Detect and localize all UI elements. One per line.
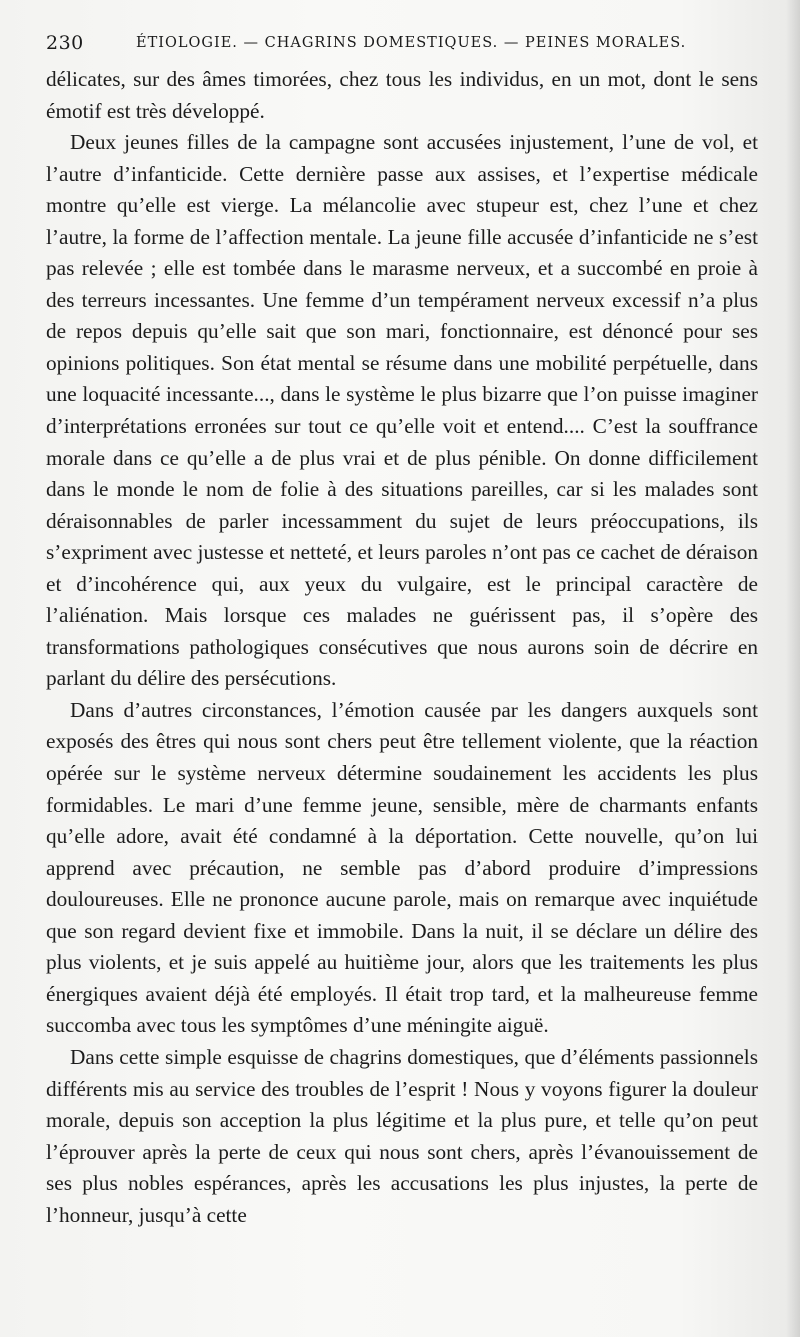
body-text	[46, 64, 758, 1231]
paragraph-continuation: délicates, sur des âmes timorées, chez tous les individus, en un mot, dont le sens émotif est très développé.	[46, 67, 758, 123]
paragraph: Dans cette simple esquisse de chagrins domestiques, que d’éléments passionnels différents mis au service des troubles de l’esprit ! Nous y voyons figurer la douleur morale, depuis son acception la plus légitime et la plus pure, et telle qu’on peut l’éprouver après la perte de ceux qui nous sont chers, après l’évanouissement de ses plus nobles espérances, après les accusations les plus injustes, la perte de l’honneur, jusqu’à cette	[46, 1044, 758, 1227]
page-edge-shadow	[786, 0, 800, 1337]
running-head	[46, 32, 758, 58]
running-title: ÉTIOLOGIE. — CHAGRINS DOMESTIQUES. — PEINES MORALES.	[136, 35, 687, 51]
paragraph: Deux jeunes filles de la campagne sont accusées injustement, l’une de vol, et l’autre d’infanticide. Cette dernière passe aux assises, et l’expertise médicale montre qu’elle est vierge. La mélancolie avec stupeur est, chez l’une et chez l’autre, la forme de l’affection mentale. La jeune fille accusée d’infanticide ne s’est pas relevée ; elle est tombée dans le marasme nerveux, et a succombé en proie à des terreurs incessantes. Une femme d’un tempérament nerveux excessif n’a plus de repos depuis qu’elle sait que son mari, fonctionnaire, est dénoncé pour ses opinions politiques. Son état mental se résume dans une mobilité perpétuelle, dans une loquacité incessante..., dans le système le plus bizarre que l’on puisse imaginer d’interprétations erronées sur tout ce qu’elle voit et entend.... C’est la souffrance morale dans ce qu’elle a de plus vrai et de plus pénible. On donne difficilement dans le monde le nom de folie à des situations pareilles, car si les malades sont déraisonnables de parler incessamment du sujet de leurs préoccupations, ils s’expriment avec justesse et netteté, et leurs paroles n’ont pas ce cachet de déraison et d’incohérence qui, aux yeux du vulgaire, est le principal caractère de l’aliénation. Mais lorsque ces malades ne guérissent pas, il s’opère des transformations pathologiques consécutives que nous aurons soin de décrire en parlant du délire des persécutions.	[46, 130, 758, 691]
paragraph: Dans d’autres circonstances, l’émotion causée par les dangers auxquels sont exposés des êtres qui nous sont chers peut être tellement violente, que la réaction opérée sur le système nerveux détermine soudainement les accidents les plus formidables. Le mari d’une femme jeune, sensible, mère de charmants enfants qu’elle adore, avait été condamné à la déportation. Cette nouvelle, qu’on lui apprend avec précaution, ne semble pas d’abord produire d’impressions douloureuses. Elle ne prononce aucune parole, mais on remarque avec inquiétude que son regard devient fixe et immobile. Dans la nuit, il se déclare un délire des plus violents, et je suis appelé au huitième jour, alors que les traitements les plus énergiques avaient déjà été employés. Il était trop tard, et la malheureuse femme succomba avec tous les symptômes d’une méningite aiguë.	[46, 697, 758, 1038]
page-number: 230	[46, 32, 84, 54]
